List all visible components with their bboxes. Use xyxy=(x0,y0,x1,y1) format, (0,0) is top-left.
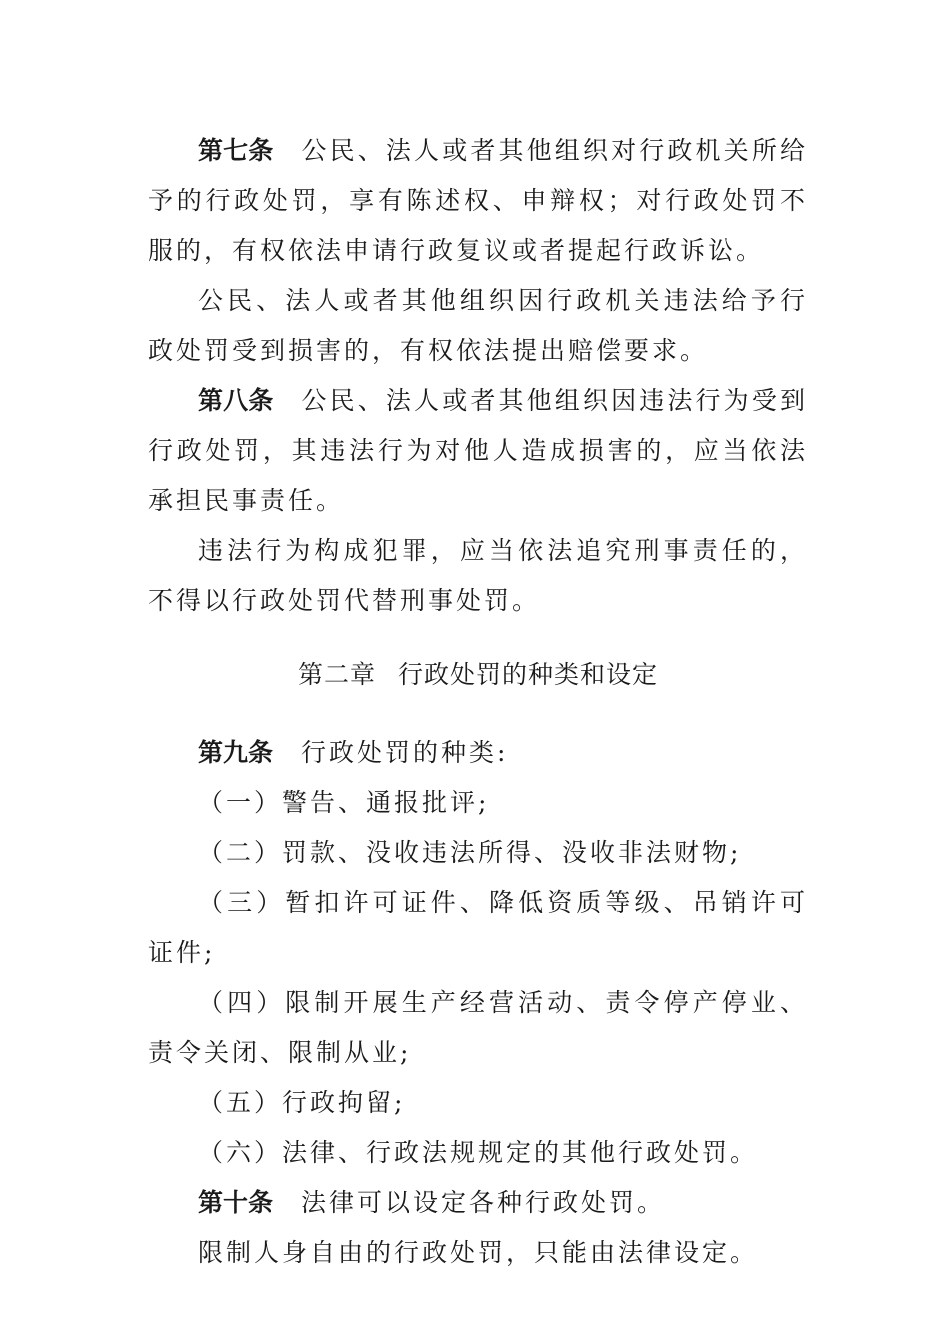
article-7-paragraph-2: 公民、法人或者其他组织因行政机关违法给予行政处罚受到损害的，有权依法提出赔偿要求。 xyxy=(148,286,808,365)
article-9-item-1: （一）警告、通报批评; xyxy=(198,788,490,817)
chapter-number: 第二章 xyxy=(297,660,376,689)
article-7-heading: 第七条 xyxy=(198,136,274,165)
article-9-item-5: （五）行政拘留; xyxy=(198,1088,406,1117)
article-8-text-1: 公民、法人或者其他组织因违法行为受到行政处罚，其违法行为对他人造成损害的，应当依法承担民事责任。 xyxy=(148,386,808,515)
article-10-paragraph-1 xyxy=(148,1178,808,1228)
article-9-heading: 第九条 xyxy=(198,738,274,767)
article-7-paragraph-1 xyxy=(148,126,808,276)
article-9-item-3: （三）暂扣许可证件、降低资质等级、吊销许可证件; xyxy=(148,888,808,967)
article-10-paragraph-2: 限制人身自由的行政处罚，只能由法律设定。 xyxy=(198,1238,759,1267)
article-10-text-1: 法律可以设定各种行政处罚。 xyxy=(301,1188,666,1217)
article-10-heading: 第十条 xyxy=(198,1188,274,1217)
chapter-heading xyxy=(148,650,808,700)
article-9-intro-text: 行政处罚的种类: xyxy=(301,738,509,767)
article-8-heading: 第八条 xyxy=(198,386,274,415)
chapter-title: 行政处罚的种类和设定 xyxy=(398,660,659,689)
article-9-item-6: （六）法律、行政法规规定的其他行政处罚。 xyxy=(198,1138,759,1167)
article-9-item-4: （四）限制开展生产经营活动、责令停产停业、责令关闭、限制从业; xyxy=(148,988,808,1067)
document-body xyxy=(148,126,808,1278)
article-9-item-2: （二）罚款、没收违法所得、没收非法财物; xyxy=(198,838,742,867)
article-8-paragraph-2: 违法行为构成犯罪，应当依法追究刑事责任的，不得以行政处罚代替刑事处罚。 xyxy=(148,536,808,615)
article-8-paragraph-1 xyxy=(148,376,808,526)
article-7-text-1: 公民、法人或者其他组织对行政机关所给予的行政处罚，享有陈述权、申辩权；对行政处罚不服的，有权依法申请行政复议或者提起行政诉讼。 xyxy=(148,136,808,265)
article-9-paragraph-intro xyxy=(148,728,808,778)
